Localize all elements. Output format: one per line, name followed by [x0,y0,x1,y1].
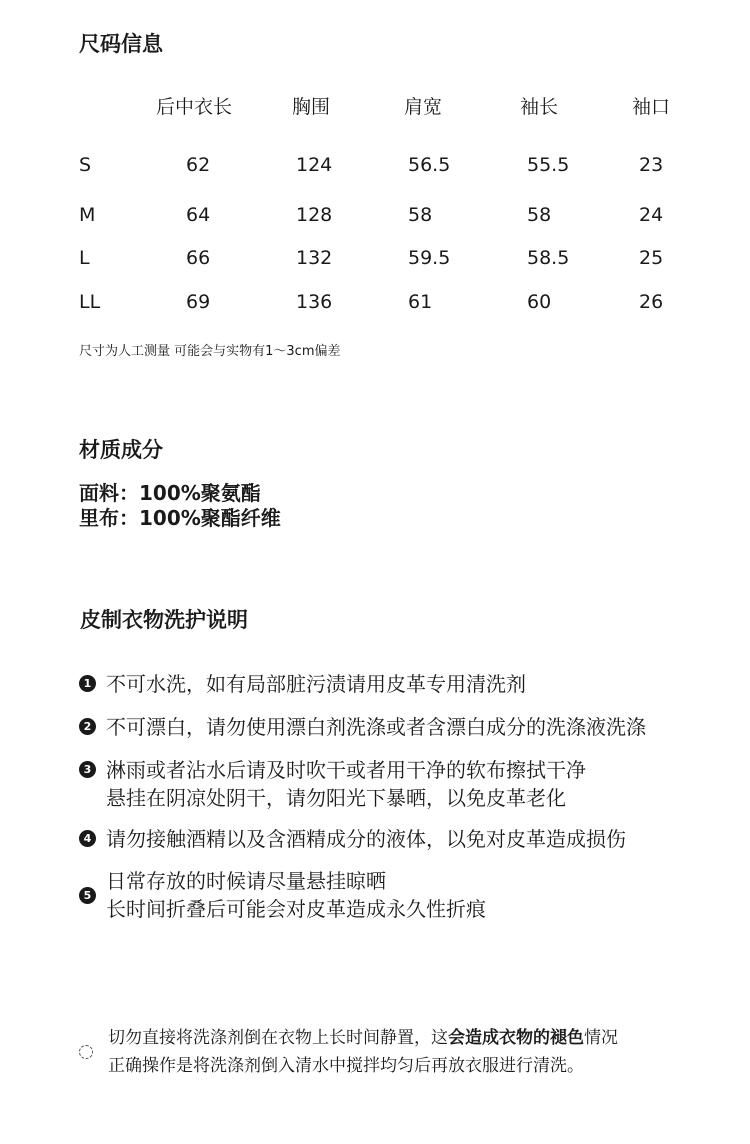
table-cell: 24 [639,204,664,226]
table-cell: 25 [639,247,664,269]
care-text: 淋雨或者沾水后请及时吹干或者用干净的软布擦拭干净 [106,758,586,782]
measurement-note: 尺寸为人工测量 可能会与实物有1～3cm偏差 [79,344,341,359]
care-item [79,670,526,698]
table-cell: 61 [408,291,433,313]
table-cell: 59.5 [408,247,451,269]
care-text: 日常存放的时候请尽量悬挂晾晒 [106,869,386,893]
table-cell: 69 [186,291,211,313]
table-cell: 62 [186,154,211,176]
number-2-icon: 2 [79,718,96,735]
number-5-icon: 5 [79,887,96,904]
table-cell: 55.5 [527,154,570,176]
table-cell: 23 [639,154,664,176]
care-section-title: 皮制衣物洗护说明 [80,608,248,632]
table-cell: 64 [186,204,211,226]
size-section-title: 尺码信息 [79,32,163,56]
table-cell: 58 [527,204,552,226]
table-cell: 66 [186,247,211,269]
table-header-chest: 胸围 [292,96,331,118]
table-header-length: 后中衣长 [156,96,233,118]
care-text: 请勿接触酒精以及含酒精成分的液体，以免对皮革造成损伤 [106,827,626,851]
care-item [79,756,586,812]
table-header-cuff: 袖口 [632,96,671,118]
table-cell: 128 [296,204,333,226]
table-cell: 56.5 [408,154,451,176]
number-3-icon: 3 [79,761,96,778]
table-header-shoulder: 肩宽 [404,96,443,118]
size-label: L [79,247,90,269]
warning-text [108,1024,618,1080]
size-label: M [79,204,96,226]
fabric-composition: 面料：100%聚氨酯 [79,481,261,505]
number-4-icon: 4 [79,830,96,847]
table-header-sleeve: 袖长 [520,96,559,118]
table-cell: 58 [408,204,433,226]
dashed-circle-icon [79,1045,93,1059]
care-item [79,713,646,741]
table-cell: 136 [296,291,333,313]
care-text: 长时间折叠后可能会对皮革造成永久性折痕 [106,897,486,921]
lining-composition: 里布：100%聚酯纤维 [79,506,281,530]
number-1-icon: 1 [79,675,96,692]
table-cell: 58.5 [527,247,570,269]
care-item [79,867,486,923]
table-cell: 124 [296,154,333,176]
size-label: S [79,154,92,176]
care-text: 不可漂白，请勿使用漂白剂洗涤或者含漂白成分的洗涤液洗涤 [106,715,646,739]
warning-emphasis: 会造成衣物的褪色 [448,1028,584,1048]
care-item [79,825,626,853]
material-section-title: 材质成分 [79,438,163,462]
care-text: 不可水洗，如有局部脏污渍请用皮革专用清洗剂 [106,672,526,696]
warning-line-2: 正确操作是将洗涤剂倒入清水中搅拌均匀后再放衣服进行清洗。 [108,1056,584,1076]
care-text: 悬挂在阴凉处阴干，请勿阳光下暴晒，以免皮革老化 [106,786,566,810]
warning-line-1: 切勿直接将洗涤剂倒在衣物上长时间静置，这会造成衣物的褪色情况 [108,1028,618,1048]
size-label: LL [79,291,101,313]
table-cell: 60 [527,291,552,313]
table-cell: 26 [639,291,664,313]
table-cell: 132 [296,247,333,269]
